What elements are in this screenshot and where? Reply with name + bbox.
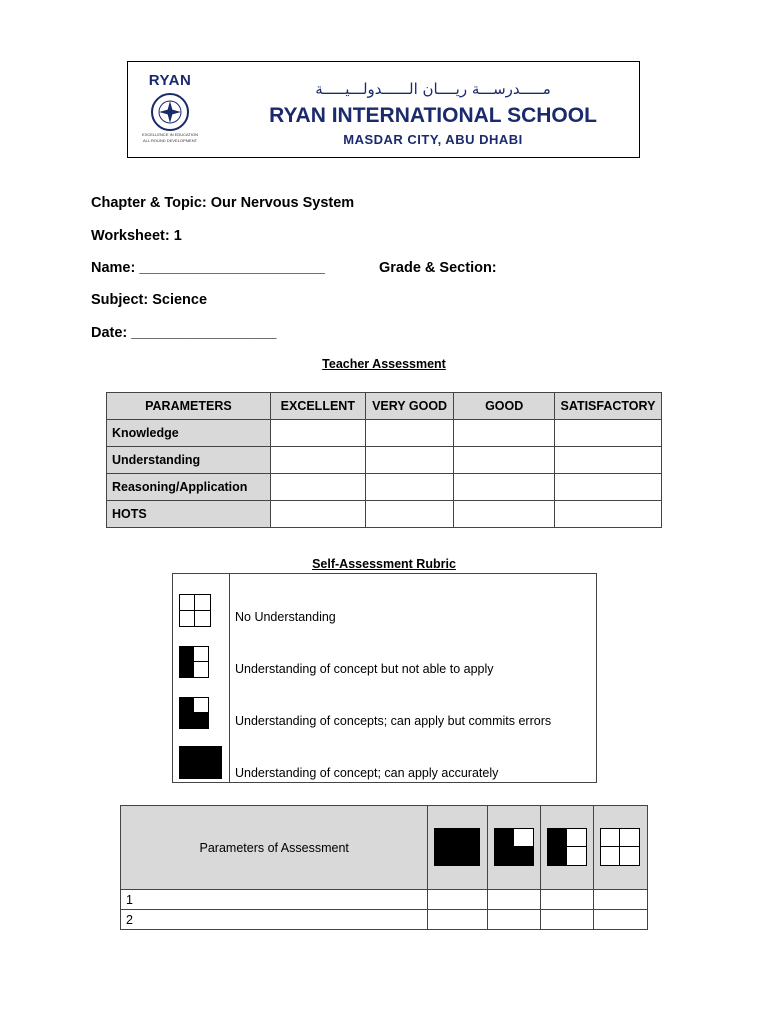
three-quarter-filled-quadrant-icon — [179, 697, 209, 729]
subject: Subject: Science — [91, 292, 208, 308]
table-cell[interactable] — [270, 474, 365, 501]
rubric-divider — [229, 574, 230, 782]
header-good: GOOD — [454, 393, 555, 420]
row-hots: HOTS — [107, 501, 271, 528]
school-logo — [136, 72, 204, 152]
rubric-label: Understanding of concept but not able to apply — [235, 662, 494, 676]
table-cell[interactable] — [365, 501, 454, 528]
table-cell[interactable] — [454, 447, 555, 474]
table-cell[interactable] — [365, 447, 454, 474]
table-cell[interactable] — [454, 420, 555, 447]
row-understanding: Understanding — [107, 447, 271, 474]
self-assessment-rubric-caption: Self-Assessment Rubric — [312, 557, 456, 571]
empty-quadrant-icon — [179, 594, 211, 627]
fully-filled-quadrant-icon — [434, 828, 480, 866]
chapter-topic: Chapter & Topic: Our Nervous System — [91, 195, 355, 211]
rubric-label: Understanding of concepts; can apply but commits errors — [235, 714, 552, 728]
empty-quadrant-icon — [600, 828, 640, 866]
one-half-filled-quadrant-icon — [547, 828, 587, 866]
three-quarter-filled-quadrant-icon — [494, 828, 534, 866]
one-half-filled-quadrant-icon — [179, 646, 209, 678]
date-field[interactable]: Date: __________________ — [91, 325, 277, 341]
row-knowledge: Knowledge — [107, 420, 271, 447]
table-row — [121, 910, 648, 930]
table-row — [107, 447, 662, 474]
table-cell[interactable] — [594, 910, 648, 930]
header-half-icon — [541, 806, 594, 890]
logo-tagline-1: EXCELLENCE IN EDUCATION — [142, 132, 198, 137]
teacher-assessment-caption: Teacher Assessment — [322, 357, 446, 371]
header-three-quarter-icon — [488, 806, 541, 890]
worksheet-number: Worksheet: 1 — [91, 228, 182, 244]
table-row — [107, 420, 662, 447]
school-location: MASDAR CITY, ABU DHABI — [343, 132, 523, 147]
teacher-assessment-table — [106, 392, 662, 528]
table-cell[interactable] — [428, 910, 488, 930]
table-cell[interactable] — [554, 474, 661, 501]
row-reasoning-application: Reasoning/Application — [107, 474, 271, 501]
table-cell[interactable] — [270, 501, 365, 528]
table-cell[interactable] — [365, 420, 454, 447]
table-cell[interactable] — [594, 890, 648, 910]
table-cell[interactable] — [270, 447, 365, 474]
self-assessment-table — [120, 805, 648, 930]
table-cell[interactable] — [541, 890, 594, 910]
table-row — [107, 474, 662, 501]
header-full-icon — [428, 806, 488, 890]
table-cell[interactable] — [454, 474, 555, 501]
row-number: 2 — [121, 910, 428, 930]
table-cell[interactable] — [554, 501, 661, 528]
rubric-label: Understanding of concept; can apply accurately — [235, 766, 499, 780]
header-very-good: VERY GOOD — [365, 393, 454, 420]
fully-filled-quadrant-icon — [179, 746, 222, 779]
table-cell[interactable] — [541, 910, 594, 930]
header-empty-icon — [594, 806, 648, 890]
school-name: RYAN INTERNATIONAL SCHOOL — [269, 104, 597, 127]
table-cell[interactable] — [554, 420, 661, 447]
name-field[interactable]: Name: _______________________ — [91, 260, 325, 276]
table-row — [121, 890, 648, 910]
school-header — [127, 61, 640, 158]
row-number: 1 — [121, 890, 428, 910]
table-row — [107, 501, 662, 528]
logo-word: RYAN — [148, 72, 192, 89]
header-excellent: EXCELLENT — [270, 393, 365, 420]
header-parameters: PARAMETERS — [107, 393, 271, 420]
table-cell[interactable] — [454, 501, 555, 528]
grade-section-field[interactable]: Grade & Section: — [379, 260, 497, 276]
rubric-label: No Understanding — [235, 610, 336, 624]
logo-tagline-2: ALL ROUND DEVELOPMENT — [142, 138, 198, 143]
table-cell[interactable] — [554, 447, 661, 474]
header-satisfactory: SATISFACTORY — [554, 393, 661, 420]
arabic-school-name: مـــــدرســـة ريــــان الــــــدولـــيـــــة — [315, 80, 551, 98]
table-header-row — [107, 393, 662, 420]
table-cell[interactable] — [365, 474, 454, 501]
header-parameters-of-assessment: Parameters of Assessment — [121, 806, 428, 890]
self-assessment-rubric — [172, 573, 597, 783]
table-cell[interactable] — [270, 420, 365, 447]
table-cell[interactable] — [488, 910, 541, 930]
table-header-row — [121, 806, 648, 890]
table-cell[interactable] — [488, 890, 541, 910]
logo-emblem-icon — [150, 92, 190, 132]
table-cell[interactable] — [428, 890, 488, 910]
